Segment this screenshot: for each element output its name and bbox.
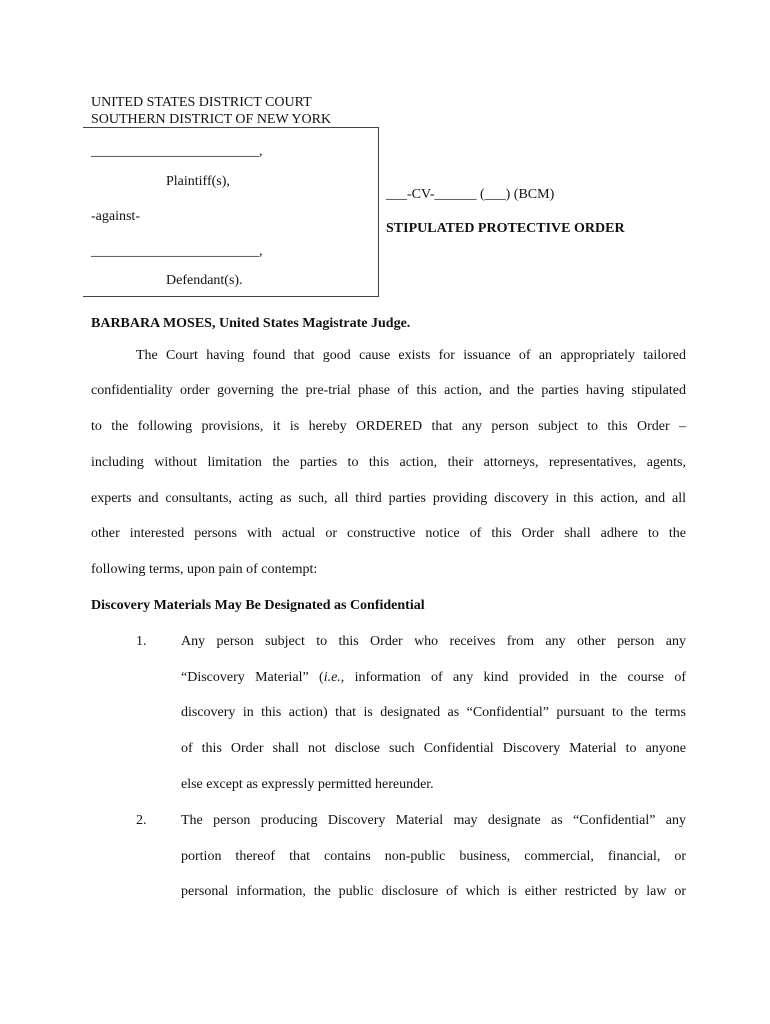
intro-line: experts and consultants, acting as such, all third parties providing discovery in this action, and all <box>91 491 686 506</box>
paragraph-line: discovery in this action) that is designated as “Confidential” pursuant to the terms <box>181 705 686 720</box>
defendant-label: Defendant(s). <box>166 273 243 288</box>
judge-line: BARBARA MOSES, United States Magistrate Judge. <box>91 316 411 331</box>
intro-line: other interested persons with actual or constructive notice of this Order shall adhere to the <box>91 526 686 541</box>
section-heading: Discovery Materials May Be Designated as Confidential <box>91 598 425 613</box>
intro-line: following terms, upon pain of contempt: <box>91 562 318 577</box>
paragraph-number: 2. <box>136 813 147 828</box>
caption-bottom-border <box>83 296 379 297</box>
paragraph-line: The person producing Discovery Material may designate as “Confidential” any <box>181 813 686 828</box>
paragraph-line: of this Order shall not disclose such Confidential Discovery Material to anyone <box>181 741 686 756</box>
plaintiff-blank: ________________________, <box>91 144 263 159</box>
case-number: ___-CV-______ (___) (BCM) <box>386 187 555 202</box>
paragraph-line: else except as expressly permitted hereunder. <box>181 777 434 792</box>
intro-line: confidentiality order governing the pre-trial phase of this action, and the parties having stipulated <box>91 383 686 398</box>
caption-right-border <box>378 127 379 297</box>
document-title: STIPULATED PROTECTIVE ORDER <box>386 221 625 236</box>
italic-abbrev: i.e. <box>323 670 341 685</box>
plaintiff-label: Plaintiff(s), <box>166 174 230 189</box>
caption-top-border <box>83 127 379 128</box>
against-label: -against- <box>91 209 140 224</box>
defendant-blank: ________________________, <box>91 244 263 259</box>
paragraph-text: “Discovery Material” ( <box>181 670 324 685</box>
paragraph-line-with-italic <box>181 669 686 686</box>
paragraph-line: portion thereof that contains non-public business, commercial, financial, or <box>181 849 686 864</box>
paragraph-number: 1. <box>136 634 147 649</box>
paragraph-text: , information of any kind provided in the course of <box>340 670 686 685</box>
court-district: SOUTHERN DISTRICT OF NEW YORK <box>91 112 332 127</box>
intro-line: including without limitation the parties to this action, their attorneys, representatives, agents, <box>91 455 686 470</box>
paragraph-line: Any person subject to this Order who receives from any other person any <box>181 634 686 649</box>
court-name: UNITED STATES DISTRICT COURT <box>91 95 312 110</box>
paragraph-line: personal information, the public disclosure of which is either restricted by law or <box>181 884 686 899</box>
intro-line: to the following provisions, it is hereby ORDERED that any person subject to this Order – <box>91 419 686 434</box>
intro-line: The Court having found that good cause exists for issuance of an appropriately tailored <box>136 348 686 363</box>
